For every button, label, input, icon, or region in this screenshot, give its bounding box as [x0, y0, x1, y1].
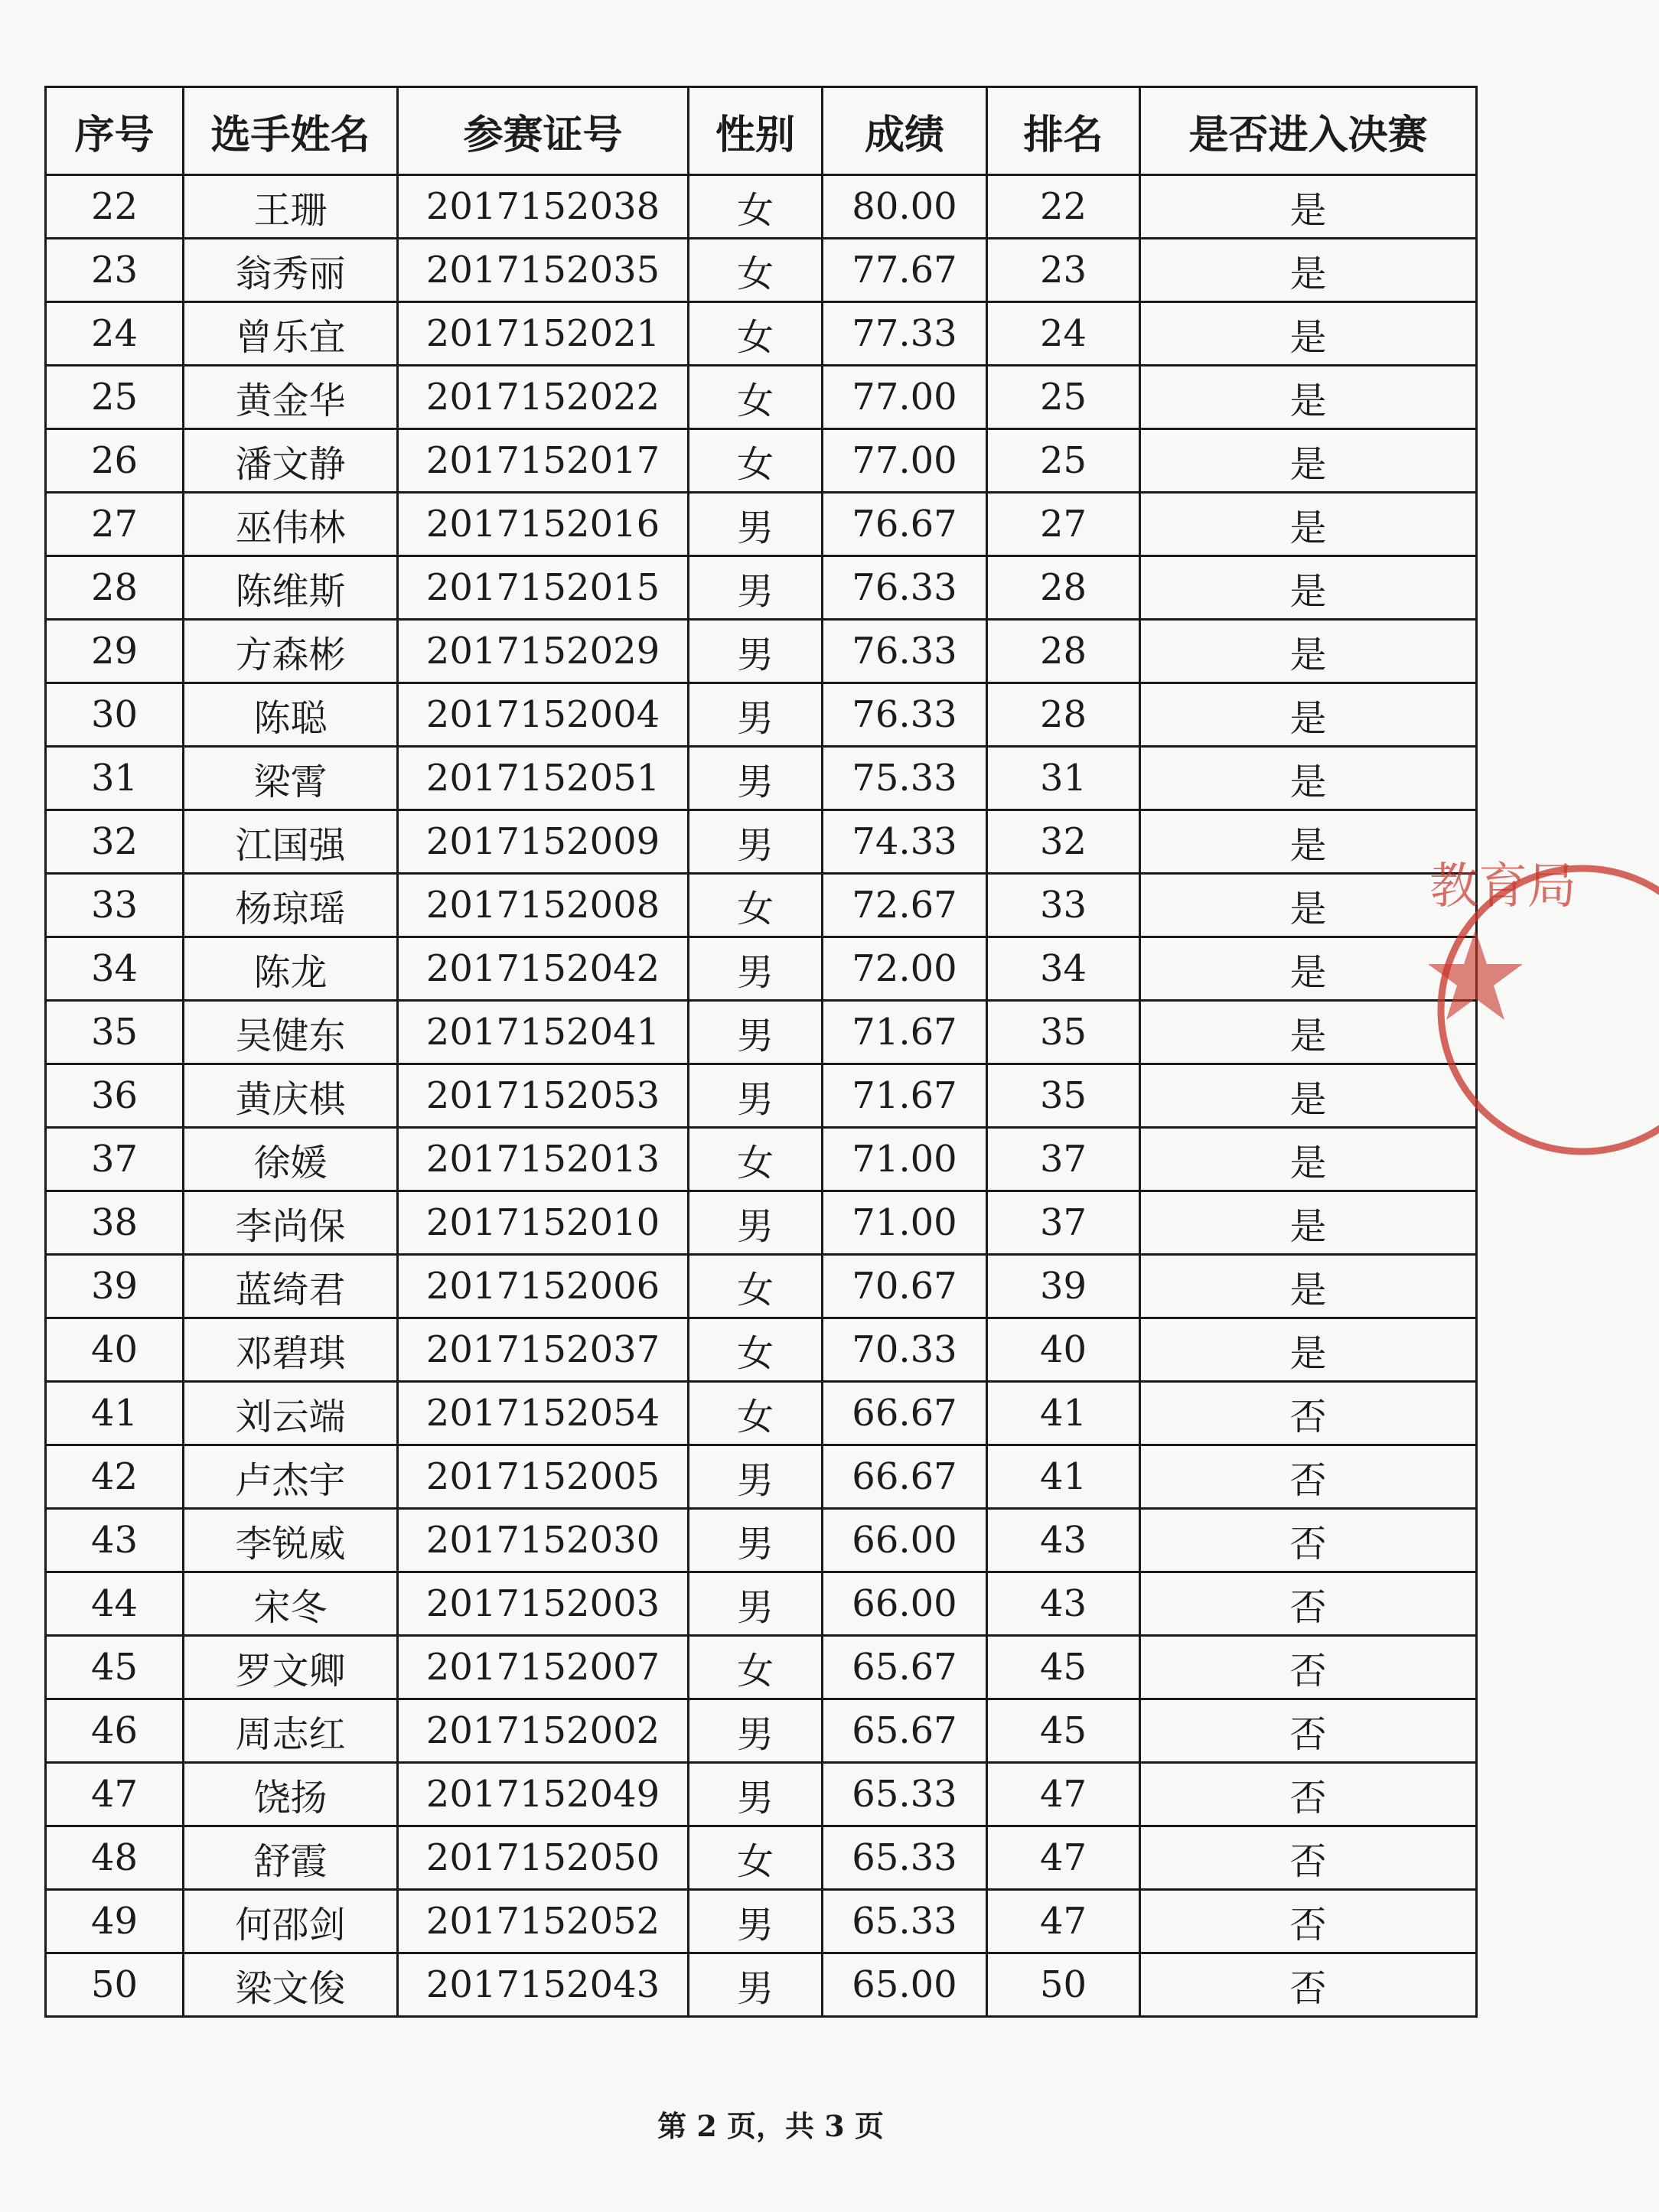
name-cell: 蓝绮君: [184, 1255, 398, 1318]
gender-cell: 女: [689, 1128, 823, 1191]
table-row: [46, 429, 1477, 493]
final-cell: 是: [1140, 1128, 1477, 1191]
name-cell: 罗文卿: [184, 1636, 398, 1699]
rank-cell: 40: [987, 1318, 1140, 1382]
name-cell: 吴健东: [184, 1001, 398, 1064]
score-cell: 77.00: [823, 429, 987, 493]
name-cell: 邓碧琪: [184, 1318, 398, 1382]
gender-cell: 女: [689, 1826, 823, 1890]
final-cell: 否: [1140, 1382, 1477, 1445]
id-cell: 2017152042: [398, 937, 689, 1001]
id-cell: 2017152053: [398, 1064, 689, 1128]
col-header-final: 是否进入决赛: [1140, 87, 1477, 175]
id-cell: 2017152009: [398, 810, 689, 874]
score-cell: 74.33: [823, 810, 987, 874]
final-cell: 否: [1140, 1636, 1477, 1699]
final-cell: 否: [1140, 1763, 1477, 1826]
rank-cell: 32: [987, 810, 1140, 874]
col-header-name: 选手姓名: [184, 87, 398, 175]
id-cell: 2017152013: [398, 1128, 689, 1191]
rank-cell: 28: [987, 620, 1140, 683]
rank-cell: 47: [987, 1763, 1140, 1826]
seq-cell: 26: [46, 429, 184, 493]
table-row: [46, 1763, 1477, 1826]
gender-cell: 男: [689, 937, 823, 1001]
table-row: [46, 1826, 1477, 1890]
id-cell: 2017152003: [398, 1572, 689, 1636]
table-row: [46, 1255, 1477, 1318]
official-seal: [1429, 849, 1659, 1171]
score-cell: 71.00: [823, 1128, 987, 1191]
gender-cell: 男: [689, 1572, 823, 1636]
rank-cell: 39: [987, 1255, 1140, 1318]
seq-cell: 31: [46, 747, 184, 810]
final-cell: 是: [1140, 874, 1477, 937]
seq-cell: 44: [46, 1572, 184, 1636]
id-cell: 2017152029: [398, 620, 689, 683]
name-cell: 江国强: [184, 810, 398, 874]
score-cell: 76.67: [823, 493, 987, 556]
gender-cell: 男: [689, 1445, 823, 1509]
seq-cell: 32: [46, 810, 184, 874]
gender-cell: 男: [689, 1763, 823, 1826]
rank-cell: 23: [987, 239, 1140, 302]
seq-cell: 22: [46, 175, 184, 239]
id-cell: 2017152043: [398, 1953, 689, 2017]
gender-cell: 男: [689, 1064, 823, 1128]
rank-cell: 33: [987, 874, 1140, 937]
rank-cell: 45: [987, 1699, 1140, 1763]
gender-cell: 女: [689, 874, 823, 937]
rank-cell: 24: [987, 302, 1140, 366]
rank-cell: 35: [987, 1001, 1140, 1064]
rank-cell: 47: [987, 1826, 1140, 1890]
name-cell: 杨琼瑶: [184, 874, 398, 937]
id-cell: 2017152010: [398, 1191, 689, 1255]
score-cell: 77.33: [823, 302, 987, 366]
final-cell: 是: [1140, 1191, 1477, 1255]
seq-cell: 41: [46, 1382, 184, 1445]
col-header-gender: 性别: [689, 87, 823, 175]
final-cell: 否: [1140, 1445, 1477, 1509]
rank-cell: 41: [987, 1382, 1140, 1445]
score-cell: 65.33: [823, 1763, 987, 1826]
table-row: [46, 556, 1477, 620]
table-row: [46, 1445, 1477, 1509]
gender-cell: 男: [689, 810, 823, 874]
id-cell: 2017152022: [398, 366, 689, 429]
col-header-seq: 序号: [46, 87, 184, 175]
name-cell: 周志红: [184, 1699, 398, 1763]
id-cell: 2017152016: [398, 493, 689, 556]
name-cell: 王珊: [184, 175, 398, 239]
final-cell: 是: [1140, 493, 1477, 556]
rank-cell: 50: [987, 1953, 1140, 2017]
table-row: [46, 1953, 1477, 2017]
table-row: [46, 1509, 1477, 1572]
rank-cell: 41: [987, 1445, 1140, 1509]
seq-cell: 36: [46, 1064, 184, 1128]
table-row: [46, 937, 1477, 1001]
name-cell: 饶扬: [184, 1763, 398, 1826]
seq-cell: 42: [46, 1445, 184, 1509]
table-row: [46, 1318, 1477, 1382]
table-row: [46, 366, 1477, 429]
gender-cell: 女: [689, 1636, 823, 1699]
table-row: [46, 747, 1477, 810]
final-cell: 是: [1140, 937, 1477, 1001]
score-cell: 65.67: [823, 1699, 987, 1763]
name-cell: 舒霞: [184, 1826, 398, 1890]
score-cell: 65.33: [823, 1890, 987, 1953]
score-cell: 65.33: [823, 1826, 987, 1890]
final-cell: 否: [1140, 1890, 1477, 1953]
id-cell: 2017152006: [398, 1255, 689, 1318]
final-cell: 否: [1140, 1509, 1477, 1572]
rank-cell: 47: [987, 1890, 1140, 1953]
seq-cell: 49: [46, 1890, 184, 1953]
col-header-rank: 排名: [987, 87, 1140, 175]
header-row: [46, 87, 1477, 175]
score-cell: 66.00: [823, 1572, 987, 1636]
rank-cell: 35: [987, 1064, 1140, 1128]
table-row: [46, 1382, 1477, 1445]
gender-cell: 男: [689, 620, 823, 683]
id-cell: 2017152038: [398, 175, 689, 239]
score-cell: 77.67: [823, 239, 987, 302]
gender-cell: 男: [689, 1001, 823, 1064]
seq-cell: 25: [46, 366, 184, 429]
name-cell: 刘云端: [184, 1382, 398, 1445]
table-row: [46, 1128, 1477, 1191]
table-row: [46, 874, 1477, 937]
gender-cell: 女: [689, 429, 823, 493]
final-cell: 是: [1140, 683, 1477, 747]
table-body: [46, 175, 1477, 2017]
name-cell: 黄庆棋: [184, 1064, 398, 1128]
score-cell: 72.00: [823, 937, 987, 1001]
final-cell: 否: [1140, 1826, 1477, 1890]
id-cell: 2017152049: [398, 1763, 689, 1826]
final-cell: 是: [1140, 556, 1477, 620]
score-cell: 65.67: [823, 1636, 987, 1699]
rank-cell: 28: [987, 683, 1140, 747]
gender-cell: 男: [689, 556, 823, 620]
id-cell: 2017152017: [398, 429, 689, 493]
id-cell: 2017152050: [398, 1826, 689, 1890]
final-cell: 否: [1140, 1699, 1477, 1763]
rank-cell: 27: [987, 493, 1140, 556]
table-row: [46, 1064, 1477, 1128]
gender-cell: 女: [689, 1382, 823, 1445]
table-row: [46, 302, 1477, 366]
final-cell: 是: [1140, 239, 1477, 302]
gender-cell: 女: [689, 1318, 823, 1382]
table-row: [46, 1890, 1477, 1953]
seq-cell: 33: [46, 874, 184, 937]
table-row: [46, 1636, 1477, 1699]
name-cell: 黄金华: [184, 366, 398, 429]
seq-cell: 43: [46, 1509, 184, 1572]
gender-cell: 女: [689, 302, 823, 366]
id-cell: 2017152030: [398, 1509, 689, 1572]
table-row: [46, 175, 1477, 239]
seq-cell: 35: [46, 1001, 184, 1064]
rank-cell: 43: [987, 1509, 1140, 1572]
score-cell: 70.67: [823, 1255, 987, 1318]
final-cell: 是: [1140, 810, 1477, 874]
seq-cell: 45: [46, 1636, 184, 1699]
name-cell: 宋冬: [184, 1572, 398, 1636]
name-cell: 梁霄: [184, 747, 398, 810]
rank-cell: 25: [987, 366, 1140, 429]
gender-cell: 男: [689, 1191, 823, 1255]
seq-cell: 30: [46, 683, 184, 747]
rank-cell: 31: [987, 747, 1140, 810]
seq-cell: 28: [46, 556, 184, 620]
name-cell: 徐媛: [184, 1128, 398, 1191]
final-cell: 是: [1140, 1001, 1477, 1064]
seq-cell: 47: [46, 1763, 184, 1826]
seq-cell: 40: [46, 1318, 184, 1382]
id-cell: 2017152015: [398, 556, 689, 620]
table-row: [46, 239, 1477, 302]
final-cell: 是: [1140, 429, 1477, 493]
id-cell: 2017152007: [398, 1636, 689, 1699]
score-cell: 77.00: [823, 366, 987, 429]
table-row: [46, 810, 1477, 874]
name-cell: 何邵剑: [184, 1890, 398, 1953]
seq-cell: 38: [46, 1191, 184, 1255]
score-cell: 72.67: [823, 874, 987, 937]
score-cell: 70.33: [823, 1318, 987, 1382]
id-cell: 2017152035: [398, 239, 689, 302]
id-cell: 2017152051: [398, 747, 689, 810]
score-cell: 76.33: [823, 620, 987, 683]
table-row: [46, 620, 1477, 683]
seq-cell: 50: [46, 1953, 184, 2017]
name-cell: 潘文静: [184, 429, 398, 493]
name-cell: 陈龙: [184, 937, 398, 1001]
final-cell: 是: [1140, 175, 1477, 239]
table-row: [46, 493, 1477, 556]
gender-cell: 女: [689, 239, 823, 302]
final-cell: 是: [1140, 620, 1477, 683]
rank-cell: 37: [987, 1128, 1140, 1191]
gender-cell: 女: [689, 1255, 823, 1318]
final-cell: 是: [1140, 1255, 1477, 1318]
seal-text: 教育局: [1429, 858, 1576, 915]
gender-cell: 女: [689, 366, 823, 429]
rank-cell: 34: [987, 937, 1140, 1001]
name-cell: 李锐威: [184, 1509, 398, 1572]
rank-cell: 22: [987, 175, 1140, 239]
table-row: [46, 683, 1477, 747]
id-cell: 2017152037: [398, 1318, 689, 1382]
name-cell: 曾乐宜: [184, 302, 398, 366]
id-cell: 2017152008: [398, 874, 689, 937]
final-cell: 否: [1140, 1572, 1477, 1636]
seq-cell: 27: [46, 493, 184, 556]
col-header-score: 成绩: [823, 87, 987, 175]
gender-cell: 女: [689, 175, 823, 239]
rank-cell: 37: [987, 1191, 1140, 1255]
gender-cell: 男: [689, 747, 823, 810]
name-cell: 陈聪: [184, 683, 398, 747]
table-row: [46, 1699, 1477, 1763]
id-cell: 2017152005: [398, 1445, 689, 1509]
id-cell: 2017152054: [398, 1382, 689, 1445]
rank-cell: 28: [987, 556, 1140, 620]
rank-cell: 45: [987, 1636, 1140, 1699]
seq-cell: 29: [46, 620, 184, 683]
score-cell: 71.67: [823, 1001, 987, 1064]
final-cell: 是: [1140, 1318, 1477, 1382]
seq-cell: 46: [46, 1699, 184, 1763]
gender-cell: 男: [689, 1699, 823, 1763]
results-table: [44, 86, 1478, 2018]
gender-cell: 男: [689, 1509, 823, 1572]
seq-cell: 24: [46, 302, 184, 366]
page-footer: 第 2 页，共 3 页: [657, 2109, 884, 2143]
score-cell: 76.33: [823, 556, 987, 620]
gender-cell: 男: [689, 683, 823, 747]
rank-cell: 43: [987, 1572, 1140, 1636]
score-cell: 76.33: [823, 683, 987, 747]
id-cell: 2017152002: [398, 1699, 689, 1763]
gender-cell: 男: [689, 1890, 823, 1953]
final-cell: 是: [1140, 1064, 1477, 1128]
seq-cell: 34: [46, 937, 184, 1001]
seq-cell: 39: [46, 1255, 184, 1318]
id-cell: 2017152052: [398, 1890, 689, 1953]
score-cell: 71.00: [823, 1191, 987, 1255]
seq-cell: 48: [46, 1826, 184, 1890]
seq-cell: 37: [46, 1128, 184, 1191]
name-cell: 陈维斯: [184, 556, 398, 620]
id-cell: 2017152021: [398, 302, 689, 366]
score-cell: 66.67: [823, 1382, 987, 1445]
final-cell: 是: [1140, 366, 1477, 429]
rank-cell: 25: [987, 429, 1140, 493]
gender-cell: 男: [689, 1953, 823, 2017]
score-cell: 66.00: [823, 1509, 987, 1572]
name-cell: 梁文俊: [184, 1953, 398, 2017]
final-cell: 是: [1140, 747, 1477, 810]
name-cell: 方森彬: [184, 620, 398, 683]
final-cell: 是: [1140, 302, 1477, 366]
table-row: [46, 1191, 1477, 1255]
id-cell: 2017152004: [398, 683, 689, 747]
name-cell: 翁秀丽: [184, 239, 398, 302]
name-cell: 巫伟林: [184, 493, 398, 556]
name-cell: 李尚保: [184, 1191, 398, 1255]
table-row: [46, 1572, 1477, 1636]
final-cell: 否: [1140, 1953, 1477, 2017]
name-cell: 卢杰宇: [184, 1445, 398, 1509]
score-cell: 65.00: [823, 1953, 987, 2017]
col-header-id: 参赛证号: [398, 87, 689, 175]
seq-cell: 23: [46, 239, 184, 302]
gender-cell: 男: [689, 493, 823, 556]
id-cell: 2017152041: [398, 1001, 689, 1064]
table-row: [46, 1001, 1477, 1064]
score-cell: 80.00: [823, 175, 987, 239]
score-cell: 71.67: [823, 1064, 987, 1128]
score-cell: 66.67: [823, 1445, 987, 1509]
score-cell: 75.33: [823, 747, 987, 810]
